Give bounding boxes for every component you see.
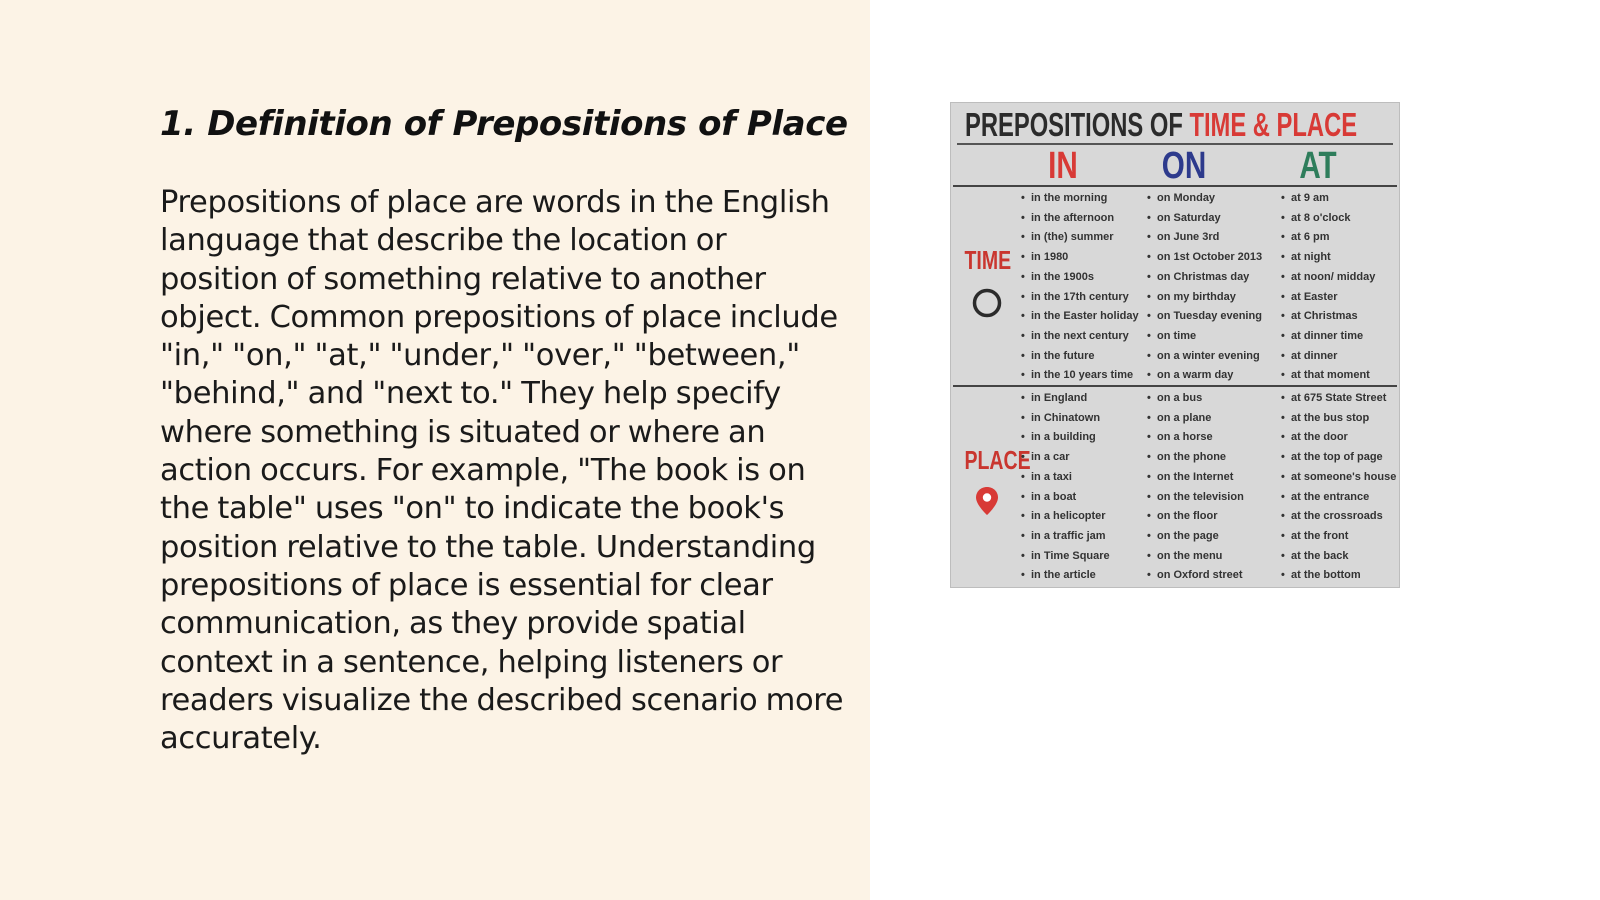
list-item: • on time [1147, 327, 1262, 347]
list-item: • in a boat [1021, 488, 1110, 508]
list-item: • in a car [1021, 448, 1110, 468]
list-item: • in the 17th century [1021, 288, 1139, 308]
list-item: • on the page [1147, 527, 1244, 547]
list-item: • in the Easter holiday [1021, 307, 1139, 327]
time-label: TIME [964, 245, 1012, 275]
list-item: • in Chinatown [1021, 409, 1110, 429]
list-item: • at the door [1281, 428, 1396, 448]
list-item: • on the menu [1147, 547, 1244, 567]
list-item: • on Christmas day [1147, 268, 1262, 288]
list-item: • in a building [1021, 428, 1110, 448]
infographic-title-part1: PREPOSITIONS OF [965, 106, 1190, 143]
list-item: • at night [1281, 248, 1375, 268]
list-item: • at Easter [1281, 288, 1375, 308]
list-item: • at 675 State Street [1281, 389, 1396, 409]
list-item: • in the future [1021, 347, 1139, 367]
list-item: • on Saturday [1147, 209, 1262, 229]
list-item: • at the bus stop [1281, 409, 1396, 429]
list-item: • in the article [1021, 566, 1110, 586]
list-item: • in a helicopter [1021, 507, 1110, 527]
clock-icon [971, 287, 1003, 319]
list-item: • in the 1900s [1021, 268, 1139, 288]
list-item: • on 1st October 2013 [1147, 248, 1262, 268]
slide-heading: 1. Definition of Prepositions of Place [160, 104, 848, 144]
list-item: • at 9 am [1281, 189, 1375, 209]
list-item: • on a plane [1147, 409, 1244, 429]
infographic-title-part2: TIME & PLACE [1189, 106, 1358, 143]
place-section [953, 385, 1397, 587]
list-item: • on the Internet [1147, 468, 1244, 488]
list-item: • on the floor [1147, 507, 1244, 527]
list-item: • at 6 pm [1281, 228, 1375, 248]
list-item: • in 1980 [1021, 248, 1139, 268]
slide-body-text: Prepositions of place are words in the English language that describe the location or position of something relative to another object. Common prepositions of place include "in," "on," "at," "under," "over," "between," "behind," and "next to." They help specify where something is situated or where an action occurs. For example, "The book is on the table" uses "on" to indicate the book's position relative to the table. Understanding prepositions of place is essential for clear communication, as they provide spatial context in a sentence, helping listeners or readers visualize the described scenario more accurately. [160, 185, 844, 757]
time-in-list [1021, 189, 1139, 386]
list-item: • at the front [1281, 527, 1396, 547]
place-on-list [1147, 389, 1244, 586]
prepositions-infographic [950, 102, 1400, 588]
place-label: PLACE [964, 445, 1031, 475]
list-item: • at someone's house [1281, 468, 1396, 488]
list-item: • at the crossroads [1281, 507, 1396, 527]
column-header-in: IN [1048, 145, 1078, 187]
list-item: • in the morning [1021, 189, 1139, 209]
list-item: • on Monday [1147, 189, 1262, 209]
list-item: • on Tuesday evening [1147, 307, 1262, 327]
list-item: • in the next century [1021, 327, 1139, 347]
location-pin-icon [971, 485, 1003, 517]
list-item: • at dinner [1281, 347, 1375, 367]
list-item: • at the top of page [1281, 448, 1396, 468]
list-item: • on a horse [1147, 428, 1244, 448]
list-item: • at the entrance [1281, 488, 1396, 508]
place-at-list [1281, 389, 1396, 586]
place-in-list [1021, 389, 1110, 586]
list-item: • on a bus [1147, 389, 1244, 409]
list-item: • in Time Square [1021, 547, 1110, 567]
list-item: • on my birthday [1147, 288, 1262, 308]
list-item: • in a taxi [1021, 468, 1110, 488]
list-item: • in the afternoon [1021, 209, 1139, 229]
time-at-list [1281, 189, 1375, 386]
list-item: • in a traffic jam [1021, 527, 1110, 547]
list-item: • on a warm day [1147, 366, 1262, 386]
time-section [953, 185, 1397, 385]
list-item: • on June 3rd [1147, 228, 1262, 248]
list-item: • at the back [1281, 547, 1396, 567]
infographic-title [965, 105, 1357, 141]
list-item: • at Christmas [1281, 307, 1375, 327]
list-item: • at noon/ midday [1281, 268, 1375, 288]
column-header-at: AT [1299, 145, 1337, 187]
list-item: • on the television [1147, 488, 1244, 508]
list-item: • in the 10 years time [1021, 366, 1139, 386]
list-item: • at 8 o'clock [1281, 209, 1375, 229]
column-header-on: ON [1161, 145, 1207, 187]
list-item: • on Oxford street [1147, 566, 1244, 586]
list-item: • in England [1021, 389, 1110, 409]
list-item: • at that moment [1281, 366, 1375, 386]
list-item: • on a winter evening [1147, 347, 1262, 367]
list-item: • in (the) summer [1021, 228, 1139, 248]
time-on-list [1147, 189, 1262, 386]
list-item: • on the phone [1147, 448, 1244, 468]
list-item: • at dinner time [1281, 327, 1375, 347]
list-item: • at the bottom [1281, 566, 1396, 586]
